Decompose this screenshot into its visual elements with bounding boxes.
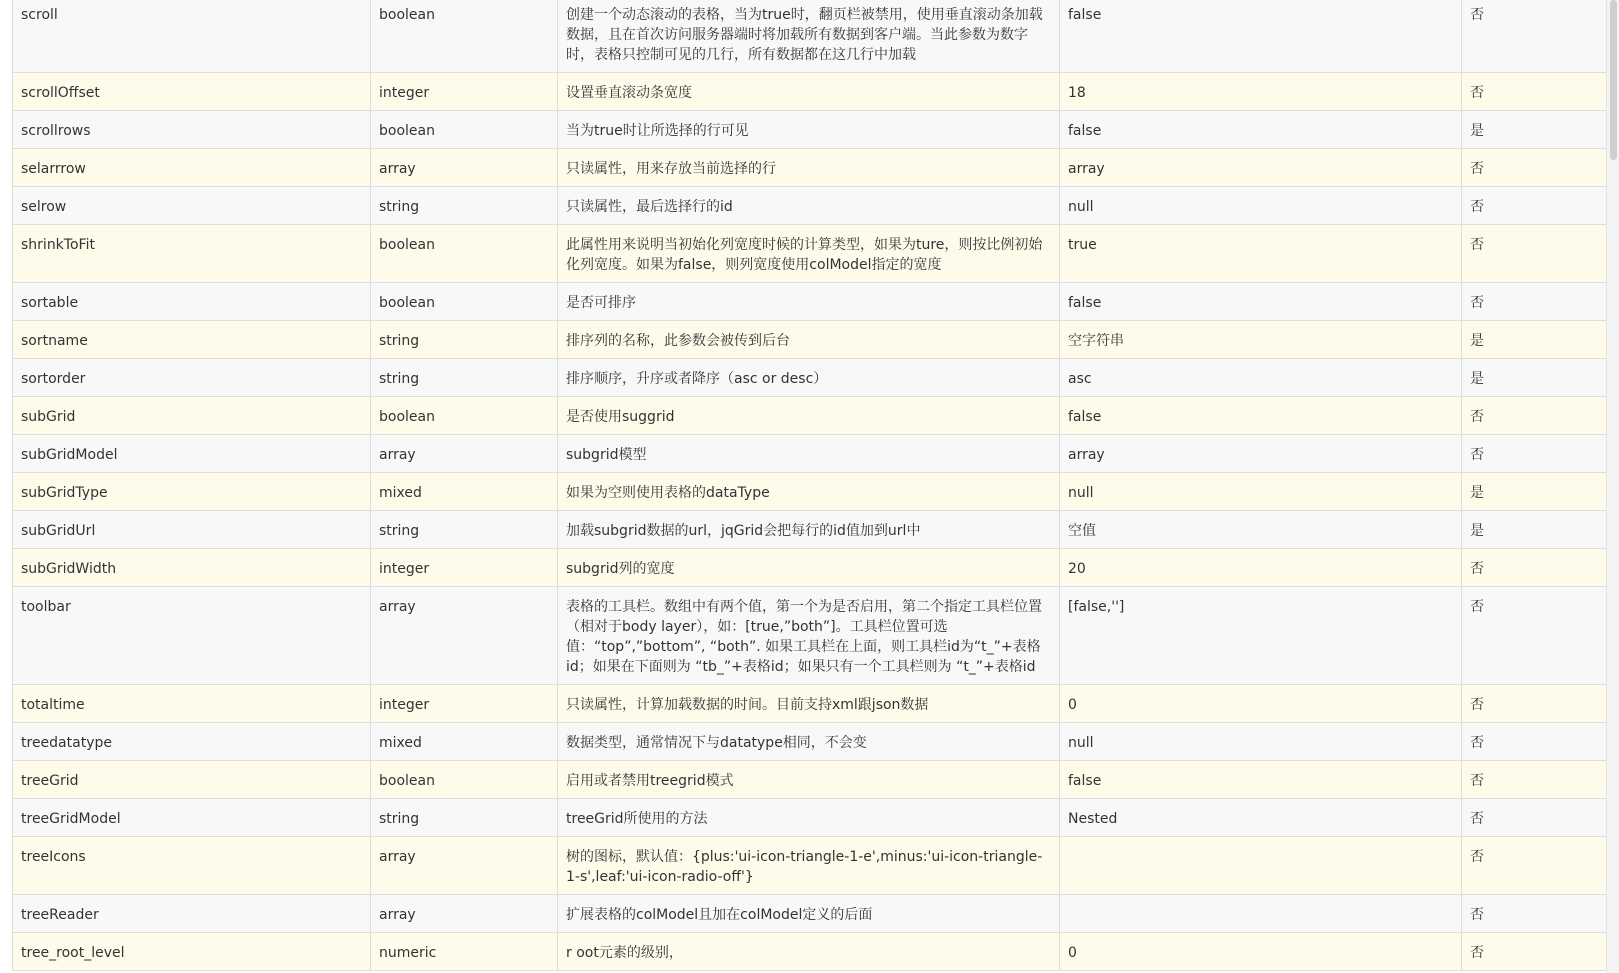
property-description-cell: 此属性用来说明当初始化列宽度时候的计算类型，如果为ture，则按比例初始化列宽度。如果为false，则列宽度使用colModel指定的宽度 bbox=[558, 225, 1060, 283]
property-default-cell: array bbox=[1060, 435, 1462, 473]
property-name-cell: selrow bbox=[13, 187, 371, 225]
property-description-cell: 只读属性，用来存放当前选择的行 bbox=[558, 149, 1060, 187]
property-required-cell: 是 bbox=[1462, 359, 1619, 397]
property-description-cell: 如果为空则使用表格的dataType bbox=[558, 473, 1060, 511]
table-row bbox=[13, 359, 1619, 397]
property-description-cell: subgrid列的宽度 bbox=[558, 549, 1060, 587]
property-type-cell: boolean bbox=[371, 225, 558, 283]
table-row bbox=[13, 587, 1619, 685]
property-required-cell: 否 bbox=[1462, 0, 1619, 73]
property-type-cell: boolean bbox=[371, 397, 558, 435]
property-type-cell: array bbox=[371, 587, 558, 685]
property-required-cell: 否 bbox=[1462, 435, 1619, 473]
property-name-cell: treeGridModel bbox=[13, 799, 371, 837]
properties-table-body bbox=[13, 0, 1619, 971]
property-default-cell bbox=[1060, 895, 1462, 933]
property-type-cell: boolean bbox=[371, 283, 558, 321]
property-type-cell: string bbox=[371, 321, 558, 359]
property-name-cell: toolbar bbox=[13, 587, 371, 685]
property-description-cell: 加载subgrid数据的url，jqGrid会把每行的id值加到url中 bbox=[558, 511, 1060, 549]
property-default-cell: 0 bbox=[1060, 933, 1462, 971]
property-name-cell: sortorder bbox=[13, 359, 371, 397]
property-description-cell: 当为true时让所选择的行可见 bbox=[558, 111, 1060, 149]
property-name-cell: scroll bbox=[13, 0, 371, 73]
property-name-cell: selarrrow bbox=[13, 149, 371, 187]
property-required-cell: 否 bbox=[1462, 723, 1619, 761]
property-required-cell: 是 bbox=[1462, 473, 1619, 511]
property-default-cell: Nested bbox=[1060, 799, 1462, 837]
property-type-cell: string bbox=[371, 511, 558, 549]
property-name-cell: scrollOffset bbox=[13, 73, 371, 111]
table-row bbox=[13, 473, 1619, 511]
table-row bbox=[13, 225, 1619, 283]
property-description-cell: 只读属性，最后选择行的id bbox=[558, 187, 1060, 225]
property-required-cell: 否 bbox=[1462, 685, 1619, 723]
property-name-cell: scrollrows bbox=[13, 111, 371, 149]
property-default-cell: true bbox=[1060, 225, 1462, 283]
property-default-cell: false bbox=[1060, 761, 1462, 799]
properties-table-container bbox=[12, 0, 1619, 971]
property-type-cell: string bbox=[371, 799, 558, 837]
property-description-cell: 设置垂直滚动条宽度 bbox=[558, 73, 1060, 111]
property-description-cell: r oot元素的级别， bbox=[558, 933, 1060, 971]
table-row bbox=[13, 111, 1619, 149]
property-type-cell: mixed bbox=[371, 473, 558, 511]
table-row bbox=[13, 397, 1619, 435]
property-description-cell: 表格的工具栏。数组中有两个值，第一个为是否启用，第二个指定工具栏位置（相对于body layer），如：[true,”both”]。工具栏位置可选值：“top”,”bottom”, “both”. 如果工具栏在上面，则工具栏id为“t_”+表格id；如果在下面则为 “tb_”+表格id；如果只有一个工具栏则为 “t_”+表格id bbox=[558, 587, 1060, 685]
property-type-cell: array bbox=[371, 837, 558, 895]
property-type-cell: boolean bbox=[371, 111, 558, 149]
property-required-cell: 否 bbox=[1462, 187, 1619, 225]
property-required-cell: 否 bbox=[1462, 73, 1619, 111]
property-default-cell: null bbox=[1060, 723, 1462, 761]
table-row bbox=[13, 283, 1619, 321]
property-description-cell: 排序顺序，升序或者降序（asc or desc） bbox=[558, 359, 1060, 397]
property-default-cell: null bbox=[1060, 473, 1462, 511]
property-type-cell: array bbox=[371, 435, 558, 473]
property-type-cell: numeric bbox=[371, 933, 558, 971]
table-row bbox=[13, 435, 1619, 473]
property-type-cell: string bbox=[371, 359, 558, 397]
property-required-cell: 是 bbox=[1462, 321, 1619, 359]
property-required-cell: 是 bbox=[1462, 111, 1619, 149]
property-type-cell: array bbox=[371, 149, 558, 187]
property-default-cell: null bbox=[1060, 187, 1462, 225]
property-required-cell: 否 bbox=[1462, 761, 1619, 799]
property-name-cell: subGrid bbox=[13, 397, 371, 435]
property-required-cell: 否 bbox=[1462, 225, 1619, 283]
vertical-scrollbar[interactable] bbox=[1606, 0, 1619, 973]
property-type-cell: mixed bbox=[371, 723, 558, 761]
property-default-cell: 0 bbox=[1060, 685, 1462, 723]
property-description-cell: 创建一个动态滚动的表格，当为true时，翻页栏被禁用，使用垂直滚动条加载数据，且在首次访问服务器端时将加载所有数据到客户端。当此参数为数字时，表格只控制可见的几行，所有数据都在这几行中加载 bbox=[558, 0, 1060, 73]
table-row bbox=[13, 0, 1619, 73]
property-type-cell: integer bbox=[371, 73, 558, 111]
property-name-cell: treeGrid bbox=[13, 761, 371, 799]
property-default-cell: 18 bbox=[1060, 73, 1462, 111]
property-required-cell: 否 bbox=[1462, 799, 1619, 837]
property-name-cell: subGridModel bbox=[13, 435, 371, 473]
property-default-cell bbox=[1060, 837, 1462, 895]
property-description-cell: 是否可排序 bbox=[558, 283, 1060, 321]
table-row bbox=[13, 73, 1619, 111]
property-default-cell: false bbox=[1060, 0, 1462, 73]
property-description-cell: 扩展表格的colModel且加在colModel定义的后面 bbox=[558, 895, 1060, 933]
property-name-cell: treeReader bbox=[13, 895, 371, 933]
property-name-cell: tree_root_level bbox=[13, 933, 371, 971]
property-type-cell: integer bbox=[371, 685, 558, 723]
property-default-cell: 空值 bbox=[1060, 511, 1462, 549]
property-required-cell: 否 bbox=[1462, 933, 1619, 971]
property-required-cell: 否 bbox=[1462, 837, 1619, 895]
property-type-cell: string bbox=[371, 187, 558, 225]
table-row bbox=[13, 549, 1619, 587]
table-row bbox=[13, 723, 1619, 761]
table-row bbox=[13, 895, 1619, 933]
property-name-cell: treedatatype bbox=[13, 723, 371, 761]
property-description-cell: 是否使用suggrid bbox=[558, 397, 1060, 435]
property-description-cell: treeGrid所使用的方法 bbox=[558, 799, 1060, 837]
property-name-cell: subGridWidth bbox=[13, 549, 371, 587]
table-row bbox=[13, 321, 1619, 359]
property-name-cell: subGridType bbox=[13, 473, 371, 511]
property-default-cell: false bbox=[1060, 111, 1462, 149]
property-default-cell: asc bbox=[1060, 359, 1462, 397]
property-required-cell: 是 bbox=[1462, 511, 1619, 549]
property-default-cell: false bbox=[1060, 283, 1462, 321]
property-required-cell: 否 bbox=[1462, 397, 1619, 435]
property-description-cell: subgrid模型 bbox=[558, 435, 1060, 473]
property-default-cell: 空字符串 bbox=[1060, 321, 1462, 359]
table-row bbox=[13, 685, 1619, 723]
property-required-cell: 否 bbox=[1462, 283, 1619, 321]
property-name-cell: sortable bbox=[13, 283, 371, 321]
property-description-cell: 数据类型，通常情况下与datatype相同，不会变 bbox=[558, 723, 1060, 761]
table-row bbox=[13, 799, 1619, 837]
property-type-cell: boolean bbox=[371, 761, 558, 799]
property-default-cell: 20 bbox=[1060, 549, 1462, 587]
table-row bbox=[13, 187, 1619, 225]
properties-table bbox=[12, 0, 1619, 971]
property-required-cell: 否 bbox=[1462, 549, 1619, 587]
property-name-cell: shrinkToFit bbox=[13, 225, 371, 283]
property-type-cell: integer bbox=[371, 549, 558, 587]
property-required-cell: 否 bbox=[1462, 895, 1619, 933]
table-row bbox=[13, 761, 1619, 799]
property-name-cell: subGridUrl bbox=[13, 511, 371, 549]
property-default-cell: [false,''] bbox=[1060, 587, 1462, 685]
property-description-cell: 排序列的名称，此参数会被传到后台 bbox=[558, 321, 1060, 359]
property-name-cell: treeIcons bbox=[13, 837, 371, 895]
property-type-cell: array bbox=[371, 895, 558, 933]
property-default-cell: array bbox=[1060, 149, 1462, 187]
table-row bbox=[13, 149, 1619, 187]
property-description-cell: 启用或者禁用treegrid模式 bbox=[558, 761, 1060, 799]
property-name-cell: totaltime bbox=[13, 685, 371, 723]
property-default-cell: false bbox=[1060, 397, 1462, 435]
table-row bbox=[13, 837, 1619, 895]
property-type-cell: boolean bbox=[371, 0, 558, 73]
table-row bbox=[13, 511, 1619, 549]
property-name-cell: sortname bbox=[13, 321, 371, 359]
property-required-cell: 否 bbox=[1462, 149, 1619, 187]
property-description-cell: 树的图标，默认值：{plus:'ui-icon-triangle-1-e',minus:'ui-icon-triangle-1-s',leaf:'ui-icon-radio-off'} bbox=[558, 837, 1060, 895]
table-row bbox=[13, 933, 1619, 971]
property-required-cell: 否 bbox=[1462, 587, 1619, 685]
property-description-cell: 只读属性，计算加载数据的时间。目前支持xml跟json数据 bbox=[558, 685, 1060, 723]
scrollbar-thumb[interactable] bbox=[1610, 0, 1617, 160]
